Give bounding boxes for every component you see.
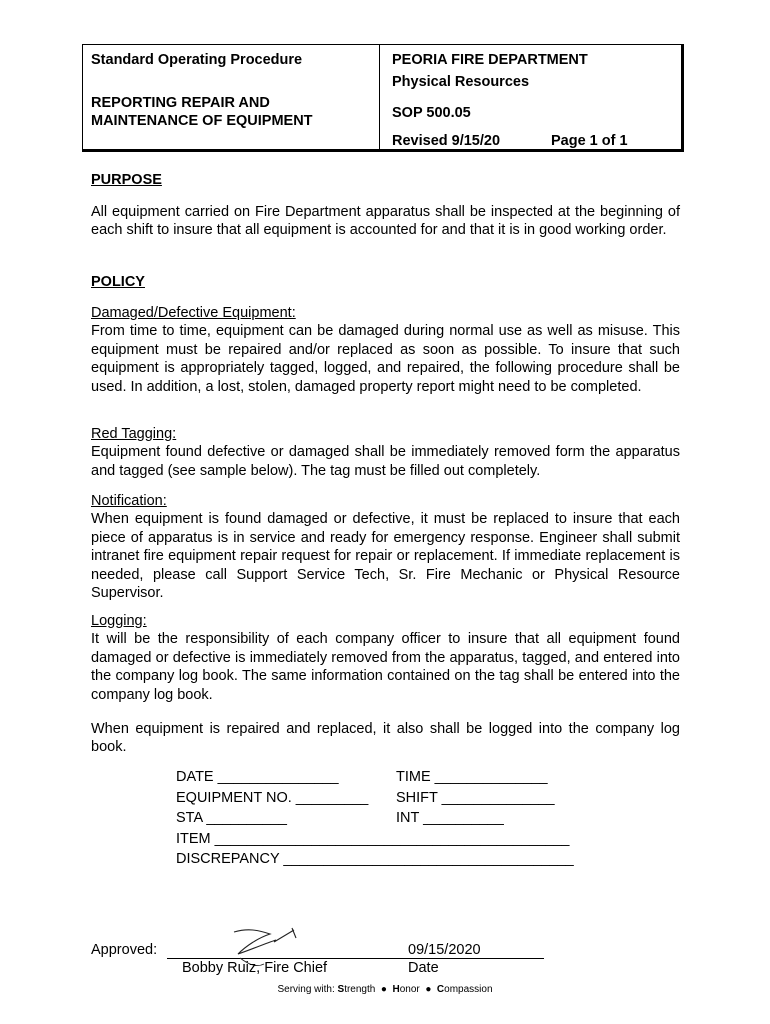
form-int-field: INT __________	[396, 810, 504, 826]
approved-label: Approved:	[91, 942, 158, 958]
logging-heading: Logging:	[91, 613, 147, 629]
notification-text: When equipment is found damaged or defective, it must be replaced to insure that each piece of apparatus is in service and ready for emergency response. Engineer shall submit intranet fire equipment repair request for repair or replacement. If immediate replacement is needed, please call Support Service Tech, Sr. Fire Mechanic or Physical Resource Supervisor.	[91, 511, 680, 602]
damaged-text: From time to time, equipment can be damaged during normal use as well as misuse. This equipment must be repaired and/or replaced as soon as possible. To insure that such equipment is appropriately tagged, logged, and repaired, the following procedure shall be used. In addition, a lost, stolen, damaged property report might need to be completed.	[91, 323, 680, 395]
damaged-section	[91, 304, 680, 396]
logging-section	[91, 612, 680, 704]
footer-c-initial: C	[436, 984, 445, 995]
logging-text-2: When equipment is repaired and replaced, it also shall be logged into the company log book.	[91, 721, 680, 756]
footer-h-initial: H	[392, 984, 400, 995]
red-tagging-heading: Red Tagging:	[91, 426, 177, 442]
bullet-icon: ●	[380, 984, 387, 995]
red-tagging-section	[91, 425, 680, 480]
division-name: Physical Resources	[392, 74, 530, 90]
purpose-heading: PURPOSE	[91, 172, 162, 188]
department-name: PEORIA FIRE DEPARTMENT	[392, 52, 588, 68]
bullet-icon: ●	[425, 984, 432, 995]
footer-h-rest: onor	[399, 984, 420, 995]
sop-subject-line1: REPORTING REPAIR AND	[91, 95, 270, 111]
sop-number: SOP 500.05	[392, 105, 471, 121]
form-discrepancy-field: DISCREPANCY ____________________________________	[176, 851, 574, 867]
log-form-right	[396, 767, 555, 829]
red-tagging-text: Equipment found defective or damaged shall be immediately removed form the apparatus and tagged (see sample below). The tag must be filled out completely.	[91, 444, 680, 479]
form-shift-field: SHIFT ______________	[396, 789, 555, 806]
notification-heading: Notification:	[91, 493, 167, 509]
footer-prefix: Serving with:	[277, 984, 338, 995]
form-time-field: TIME ______________	[396, 769, 548, 785]
approval-date: 09/15/2020	[408, 942, 481, 958]
page-number: Page 1 of 1	[551, 133, 628, 149]
notification-section	[91, 492, 680, 602]
footer-s-initial: S	[337, 984, 345, 995]
approver-name: Bobby Ruiz, Fire Chief	[182, 960, 328, 976]
form-item-field: ITEM ____________________________________________	[176, 830, 570, 847]
signature-line	[167, 958, 544, 959]
header-divider	[379, 45, 380, 150]
purpose-text: All equipment carried on Fire Department apparatus shall be inspected at the beginning of each shift to insure that all equipment is accounted for and that it is in good working order.	[91, 204, 680, 239]
footer-c-rest: ompassion	[444, 984, 493, 995]
form-sta-field: STA __________	[176, 810, 287, 826]
form-equipment-field: EQUIPMENT NO. _________	[176, 789, 369, 806]
logging-text: It will be the responsibility of each company officer to insure that all equipment found damaged or defective is immediately removed from the apparatus, tagged, and entered into the company log book. The same information contained on the tag shall be entered into the company log book.	[91, 631, 680, 703]
policy-heading: POLICY	[91, 274, 145, 290]
footer-motto	[0, 984, 770, 995]
sop-type-title: Standard Operating Procedure	[91, 52, 303, 68]
sop-subject-line2: MAINTENANCE OF EQUIPMENT	[91, 113, 313, 129]
approval-date-label: Date	[408, 960, 439, 976]
footer-s-rest: trength	[344, 984, 376, 995]
damaged-heading: Damaged/Defective Equipment:	[91, 305, 296, 321]
revised-date: Revised 9/15/20	[392, 133, 501, 149]
form-date-field: DATE _______________	[176, 769, 339, 785]
